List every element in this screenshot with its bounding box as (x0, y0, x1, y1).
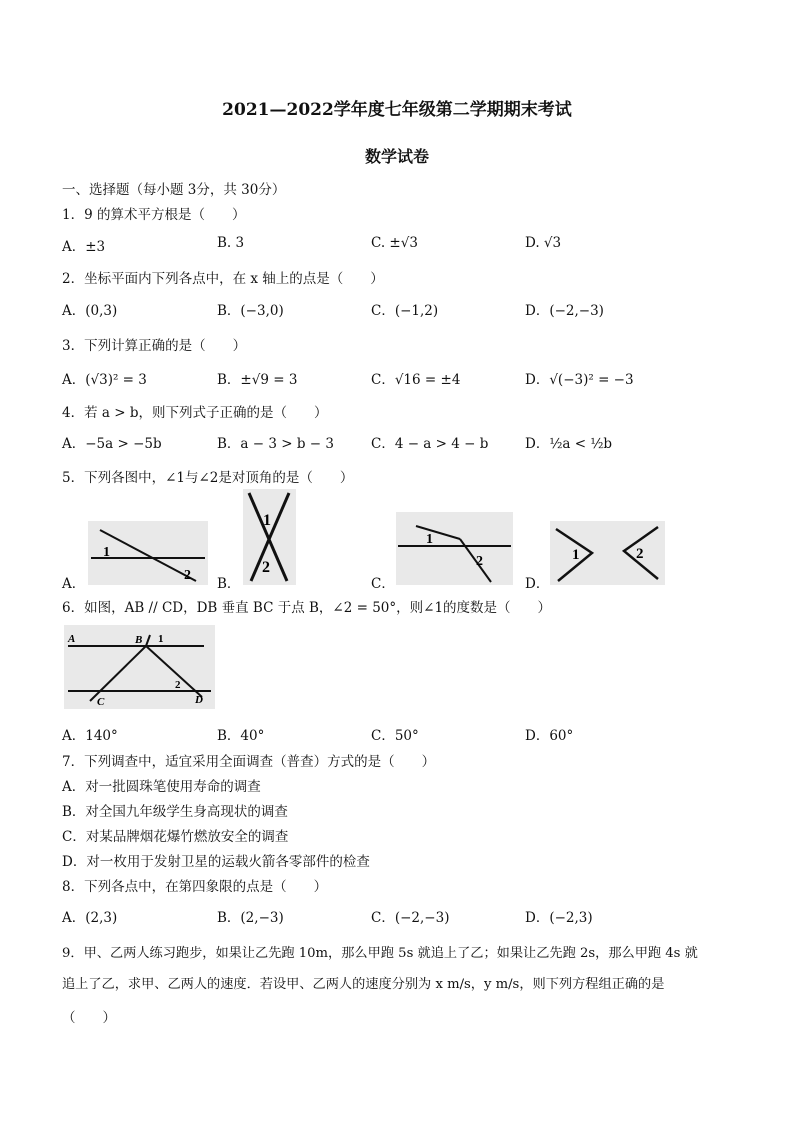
q5-figure-d (550, 521, 665, 585)
q5-option-b: B． (217, 576, 241, 592)
q1-option-b: B. 3 (217, 235, 245, 251)
q3-option-c: C．√16 = ±4 (371, 372, 461, 388)
q5-option-d: D． (525, 576, 550, 592)
q6-label-b: B (135, 634, 143, 646)
q6-figure (64, 625, 215, 709)
q7-option-c: C．对某品牌烟花爆竹燃放安全的调查 (62, 829, 289, 845)
q5-fig-label-2: 2 (184, 568, 191, 583)
page-title: 2021—2022学年度七年级第二学期期末考试 (222, 100, 572, 120)
q2-option-d: D．(−2,−3) (525, 303, 604, 319)
q4-option-c: C．4 − a > 4 − b (371, 436, 489, 452)
q5-figure-c (396, 512, 513, 585)
q5-option-a: A． (62, 576, 86, 592)
q6-option-c: C．50° (371, 728, 419, 744)
q2-option-a: A．(0,3) (62, 303, 118, 319)
q6-stem: 6．如图，AB // CD，DB 垂直 BC 于点 B，∠2 = 50°，则∠1的度数是（ ） (62, 600, 552, 616)
q3-option-b: B．±√9 = 3 (217, 372, 298, 388)
page-subtitle: 数学试卷 (364, 147, 429, 166)
q1-option-a: A．±3 (62, 239, 106, 255)
q7-option-d: D．对一枚用于发射卫星的运载火箭各零部件的检查 (62, 854, 370, 870)
q6-option-a: A．140° (62, 728, 118, 744)
q8-option-a: A．(2,3) (62, 910, 118, 926)
q6-option-d: D．60° (525, 728, 574, 744)
q6-option-b: B．40° (217, 728, 265, 744)
q6-label-a: A (68, 633, 76, 645)
q8-option-b: B．(2,−3) (217, 910, 284, 926)
q9-line-1: 9．甲、乙两人练习跑步，如果让乙先跑 10m，那么甲跑 5s 就追上了乙；如果让乙先跑 2s，那么甲跑 4s 就 (62, 946, 698, 961)
q7-option-b: B．对全国九年级学生身高现状的调查 (62, 804, 288, 820)
q5-fig-label-1: 1 (572, 547, 580, 563)
q3-option-a: A．(√3)² = 3 (62, 372, 147, 388)
q4-option-a: A．−5a > −5b (62, 436, 162, 452)
q8-stem: 8．下列各点中，在第四象限的点是（ ） (62, 879, 328, 895)
q9-line-2: 追上了乙，求甲、乙两人的速度．若设甲、乙两人的速度分别为 x m/s，y m/s，则下列方程组正确的是 (62, 977, 665, 992)
q1-option-d: D. √3 (525, 235, 562, 251)
q6-label-1: 1 (158, 633, 164, 645)
section-heading: 一、选择题（每小题 3分，共 30分） (62, 182, 286, 198)
q5-fig-label-1: 1 (263, 512, 271, 529)
q7-stem: 7．下列调查中，适宜采用全面调查（普查）方式的是（ ） (62, 754, 436, 770)
q5-fig-label-2: 2 (636, 546, 644, 562)
q7-option-a: A．对一批圆珠笔使用寿命的调查 (62, 779, 261, 795)
q1-option-c: C. ±√3 (371, 235, 418, 251)
q2-option-b: B．(−3,0) (217, 303, 284, 319)
q5-fig-label-2: 2 (476, 554, 483, 569)
q8-option-c: C．(−2,−3) (371, 910, 450, 926)
q6-label-2: 2 (175, 679, 181, 691)
q5-fig-label-1: 1 (426, 532, 433, 547)
q9-line-3: （ ） (62, 1010, 116, 1026)
q5-stem: 5．下列各图中，∠1与∠2是对顶角的是（ ） (62, 470, 354, 486)
q1-stem: 1．9 的算术平方根是（ ） (62, 207, 246, 223)
q4-option-d: D．½a < ½b (525, 436, 613, 452)
q5-fig-label-1: 1 (103, 545, 110, 560)
q6-label-d: D (195, 694, 203, 706)
q6-label-c: C (97, 696, 105, 708)
q4-option-b: B．a − 3 > b − 3 (217, 436, 334, 452)
q5-figure-a (88, 521, 208, 585)
q3-stem: 3．下列计算正确的是（ ） (62, 338, 247, 354)
q2-option-c: C．(−1,2) (371, 303, 439, 319)
q3-option-d: D．√(−3)² = −3 (525, 372, 634, 388)
q2-stem: 2．坐标平面内下列各点中，在 x 轴上的点是（ ） (62, 271, 384, 287)
q4-stem: 4．若 a > b，则下列式子正确的是（ ） (62, 405, 328, 421)
q5-fig-label-2: 2 (262, 559, 270, 576)
q5-figure-b (243, 489, 296, 585)
q5-option-c: C． (371, 576, 395, 592)
q8-option-d: D．(−2,3) (525, 910, 593, 926)
